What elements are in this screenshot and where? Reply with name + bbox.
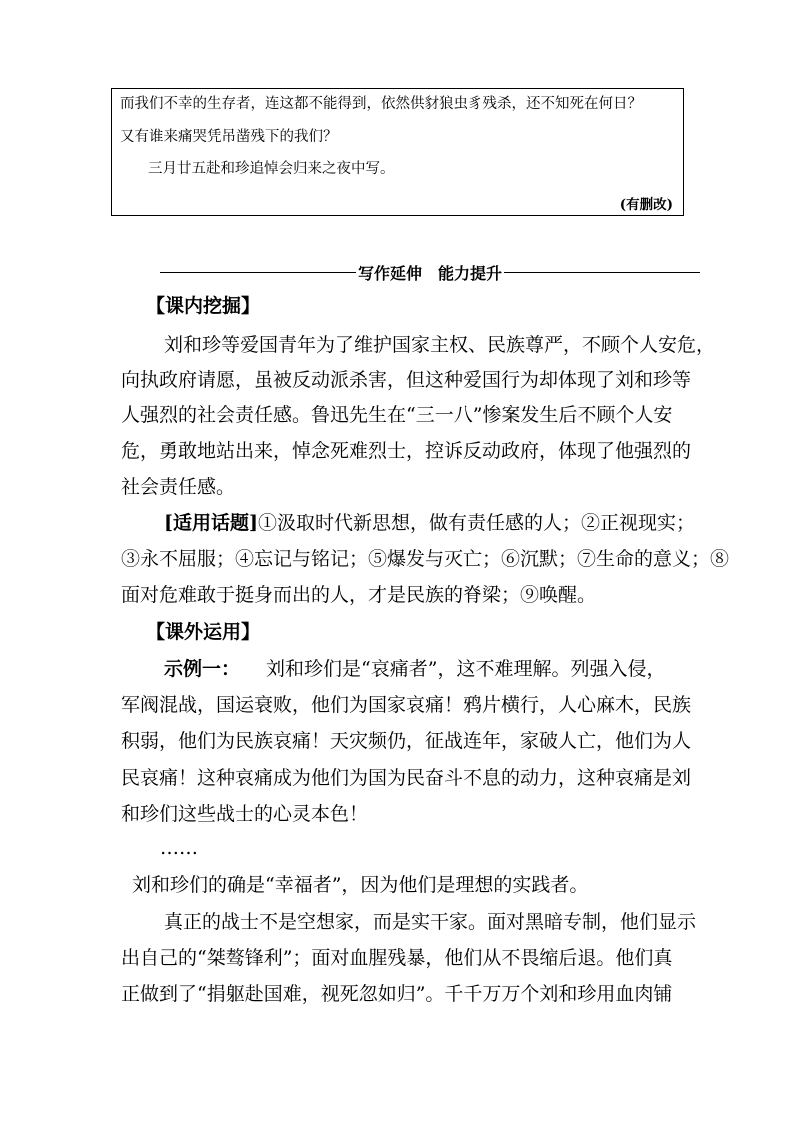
topics-line-3: 面对危难敢于挺身而出的人，才是民族的脊梁；⑨唤醒。 <box>121 584 597 606</box>
section-divider <box>160 260 700 284</box>
section-title: 写作延伸 能力提升 <box>358 263 503 283</box>
quote-source-note: (有删改) <box>619 197 673 213</box>
inclass-heading: 【课内挖掘】 <box>146 295 261 317</box>
quote-line-2: 又有谁来痛哭凭吊凿残下的我们？ <box>120 129 338 145</box>
outclass-line-2: 军阀混战，国运衰败，他们为国家哀痛！鸦片横行，人心麻木，民族 <box>121 694 692 716</box>
inclass-line-3: 人强烈的社会责任感。鲁迅先生在“三一八”惨案发生后不顾个人安 <box>121 404 673 426</box>
outclass-line-4: 民哀痛！这种哀痛成为他们为国为民奋斗不息的动力，这种哀痛是刘 <box>121 767 692 789</box>
topics-line-2: ③永不屈服；④忘记与铭记；⑤爆发与灭亡；⑥沉默；⑦生命的意义；⑧ <box>121 548 730 570</box>
inclass-line-2: 向执政府请愿，虽被反动派杀害，但这种爱国行为却体现了刘和珍等 <box>121 369 692 391</box>
example-label: 示例一： <box>164 658 241 680</box>
outclass-heading: 【课外运用】 <box>146 621 261 643</box>
outclass-line-5: 和珍们这些战士的心灵本色！ <box>121 803 369 825</box>
inclass-line-1: 刘和珍等爱国青年为了维护国家主权、民族尊严，不顾个人安危， <box>164 334 716 356</box>
outclass-line-9: 出自己的“桀骜锋利”；面对血腥残暴，他们从不畏缩后退。他们真 <box>121 947 673 969</box>
outclass-line-7: 刘和珍们的确是“幸福者”，因为他们是理想的实践者。 <box>132 874 589 896</box>
topics-label: [适用话题] <box>164 512 258 534</box>
outclass-line-10: 正做到了“捐躯赴国难，视死忽如归”。千千万万个刘和珍用血肉铺 <box>121 983 673 1005</box>
divider-rule-left <box>160 272 356 273</box>
inclass-line-5: 社会责任感。 <box>121 476 236 498</box>
topics-line-1: ①汲取时代新思想，做有责任感的人；②正视现实； <box>257 512 695 534</box>
outclass-line-8: 真正的战士不是空想家，而是实干家。面对黑暗专制，他们显示 <box>164 911 697 933</box>
quote-line-3: 三月廿五赴和珍追悼会归来之夜中写。 <box>148 161 395 177</box>
outclass-line-1: 刘和珍们是“哀痛者”，这不难理解。列强入侵， <box>266 658 666 680</box>
example-row-1 <box>164 654 665 684</box>
divider-rule-right <box>504 272 700 273</box>
outclass-line-3: 积弱，他们为民族哀痛！天灾频仍，征战连年，家破人亡，他们为人 <box>121 730 692 752</box>
quote-excerpt-box <box>111 88 684 216</box>
outclass-ellipsis: …… <box>160 837 198 859</box>
quote-line-1: 而我们不幸的生存者，连这都不能得到，依然供豺狼虫豸残杀，还不知死在何日？ <box>120 96 642 112</box>
inclass-line-4: 危，勇敢地站出来，悼念死难烈士，控诉反动政府，体现了他强烈的 <box>121 440 692 462</box>
topics-row-1 <box>164 508 695 538</box>
